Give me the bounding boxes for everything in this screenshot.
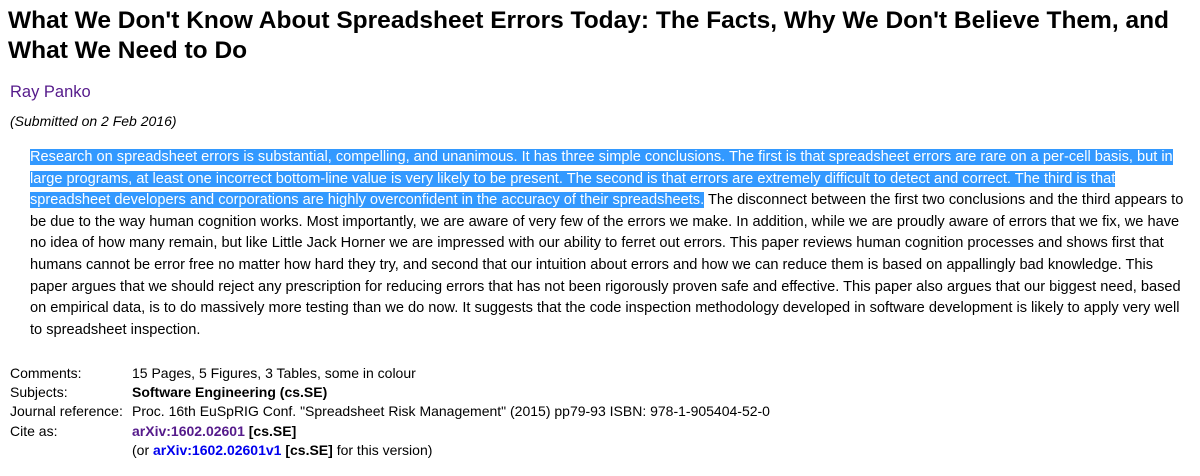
cite-alt-prefix: (or xyxy=(132,441,153,458)
subjects-label: Subjects: xyxy=(10,384,68,401)
cite-version-row xyxy=(10,441,770,460)
abstract xyxy=(30,147,1186,341)
comments-value: 15 Pages, 5 Figures, 3 Tables, some in colour xyxy=(132,365,416,381)
cite-category: [cs.SE] xyxy=(248,422,297,439)
cite-alt-suffix: for this version) xyxy=(332,441,433,458)
journal-row xyxy=(10,402,770,421)
subjects-value: Software Engineering (cs.SE) xyxy=(132,384,328,401)
cite-version-value xyxy=(132,441,770,460)
abstract-selected-text[interactable]: Research on spreadsheet errors is substantial, compelling, and unanimous. It has three simple conclusions. The first is that spreadsheet errors are rare on a per-cell basis, but in large programs, at least one incorrect bottom-line value is very likely to be present. The second is that errors are extremely difficult to detect and correct. The third is that spreadsheet developers and corporations are highly overconfident in the accuracy of their spreadsheets. xyxy=(30,149,1173,209)
submission-dateline: (Submitted on 2 Feb 2016) xyxy=(10,113,177,129)
cite-alt-category: [cs.SE] xyxy=(285,441,333,458)
cite-row xyxy=(10,422,770,441)
author-link[interactable]: Ray Panko xyxy=(10,83,91,101)
comments-label: Comments: xyxy=(10,365,82,381)
cite-value xyxy=(132,422,770,441)
cite-version-label-empty xyxy=(10,441,132,460)
cite-label: Cite as: xyxy=(10,422,58,439)
authors xyxy=(10,82,91,102)
abstract-text[interactable]: The disconnect between the first two conclusions and the third appears to be due to the way human cognition works. Most importantly, we are aware of very few of the errors we make. In addition, while we are proudly aware of errors that we fix, we have no idea of how many remain, but like Little Jack Horner we are impressed with our ability to ferret out errors. This paper reviews human cognition processes and shows first that humans cannot be error free no matter how hard they try, and second that our intuition about errors and how we can reduce them is based on appallingly bad knowledge. This paper argues that we should reject any prescription for reducing errors that has not been rigorously proven safe and effective. This paper also argues that our biggest need, based on empirical data, is to do massively more testing than we do now. It suggests that the code inspection methodology developed in software development is likely to apply very well to spreadsheet inspection. xyxy=(30,192,1184,338)
subjects-row xyxy=(10,383,770,402)
arxiv-id-link[interactable]: arXiv:1602.02601 xyxy=(132,422,245,439)
arxiv-version-link[interactable]: arXiv:1602.02601v1 xyxy=(153,441,282,458)
journal-label: Journal reference: xyxy=(10,403,123,420)
journal-value: Proc. 16th EuSpRIG Conf. "Spreadsheet Risk Management" (2015) pp79-93 ISBN: 978-1-905404-52-0 xyxy=(132,403,770,420)
comments-row xyxy=(10,364,770,383)
metadata-table xyxy=(10,364,770,460)
paper-title: What We Don't Know About Spreadsheet Errors Today: The Facts, Why We Don't Believe Them, and What We Need to Do xyxy=(8,7,1170,64)
